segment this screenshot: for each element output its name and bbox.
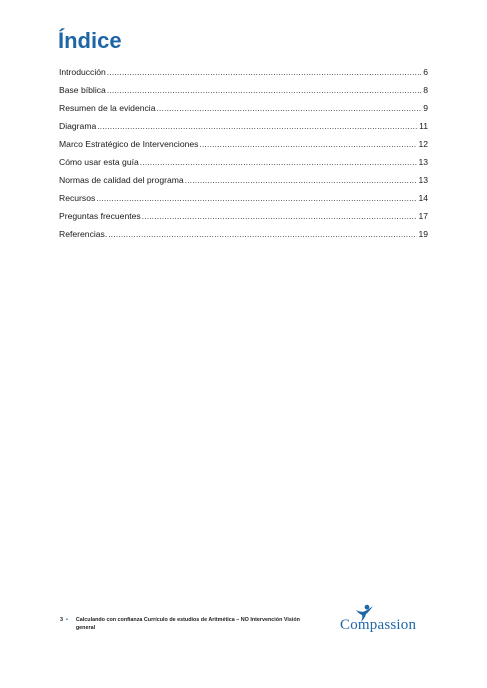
toc-entry-page: 9 xyxy=(423,103,428,113)
toc-dot-leader xyxy=(108,229,417,241)
toc-entry-label: Introducción xyxy=(59,67,106,77)
toc-entry-page: 14 xyxy=(418,193,428,203)
toc-entry[interactable] xyxy=(59,66,428,84)
toc-dot-leader xyxy=(157,103,423,115)
toc-entry[interactable] xyxy=(59,84,428,102)
footer-bullet: • xyxy=(66,617,68,623)
toc-dot-leader xyxy=(96,193,417,205)
footer-page-number: 3 xyxy=(60,617,63,623)
toc-entry-label: Preguntas frecuentes xyxy=(59,211,141,221)
toc-entry-label: Normas de calidad del programa xyxy=(59,175,184,185)
toc-dot-leader xyxy=(107,67,422,79)
table-of-contents xyxy=(59,66,428,246)
toc-entry-label: Resumen de la evidencia xyxy=(59,103,156,113)
toc-dot-leader xyxy=(199,139,417,151)
toc-entry[interactable] xyxy=(59,120,428,138)
toc-dot-leader xyxy=(107,85,422,97)
toc-entry[interactable] xyxy=(59,138,428,156)
toc-entry-page: 13 xyxy=(418,175,428,185)
compassion-logo xyxy=(340,604,436,644)
logo-wordmark: Compassion xyxy=(340,617,417,633)
toc-entry-page: 8 xyxy=(423,85,428,95)
toc-entry-label: Recursos xyxy=(59,193,96,203)
toc-entry-label: Marco Estratégico de Intervenciones xyxy=(59,139,199,149)
toc-entry-page: 6 xyxy=(423,67,428,77)
toc-entry-label: Referencias. xyxy=(59,229,108,239)
page-title: Índice xyxy=(58,28,122,53)
toc-entry[interactable] xyxy=(59,210,428,228)
toc-entry-label: Cómo usar esta guía xyxy=(59,157,139,167)
toc-entry-page: 17 xyxy=(418,211,428,221)
page-footer xyxy=(60,616,340,632)
toc-entry[interactable] xyxy=(59,102,428,120)
toc-dot-leader xyxy=(185,175,418,187)
toc-entry-page: 11 xyxy=(419,121,428,131)
toc-dot-leader xyxy=(97,121,418,133)
toc-entry-page: 13 xyxy=(418,157,428,167)
toc-entry[interactable] xyxy=(59,156,428,174)
toc-entry[interactable] xyxy=(59,192,428,210)
toc-entry[interactable] xyxy=(59,228,428,246)
toc-dot-leader xyxy=(142,211,418,223)
toc-entry-page: 12 xyxy=(418,139,428,149)
toc-dot-leader xyxy=(140,157,418,169)
toc-entry-label: Diagrama xyxy=(59,121,97,131)
footer-document-title: Calculando con confianza Currículo de estudios de Aritmética – NO Intervención Visión general xyxy=(75,617,300,631)
toc-entry[interactable] xyxy=(59,174,428,192)
toc-entry-page: 19 xyxy=(418,229,428,239)
toc-entry-label: Base bíblica xyxy=(59,85,106,95)
